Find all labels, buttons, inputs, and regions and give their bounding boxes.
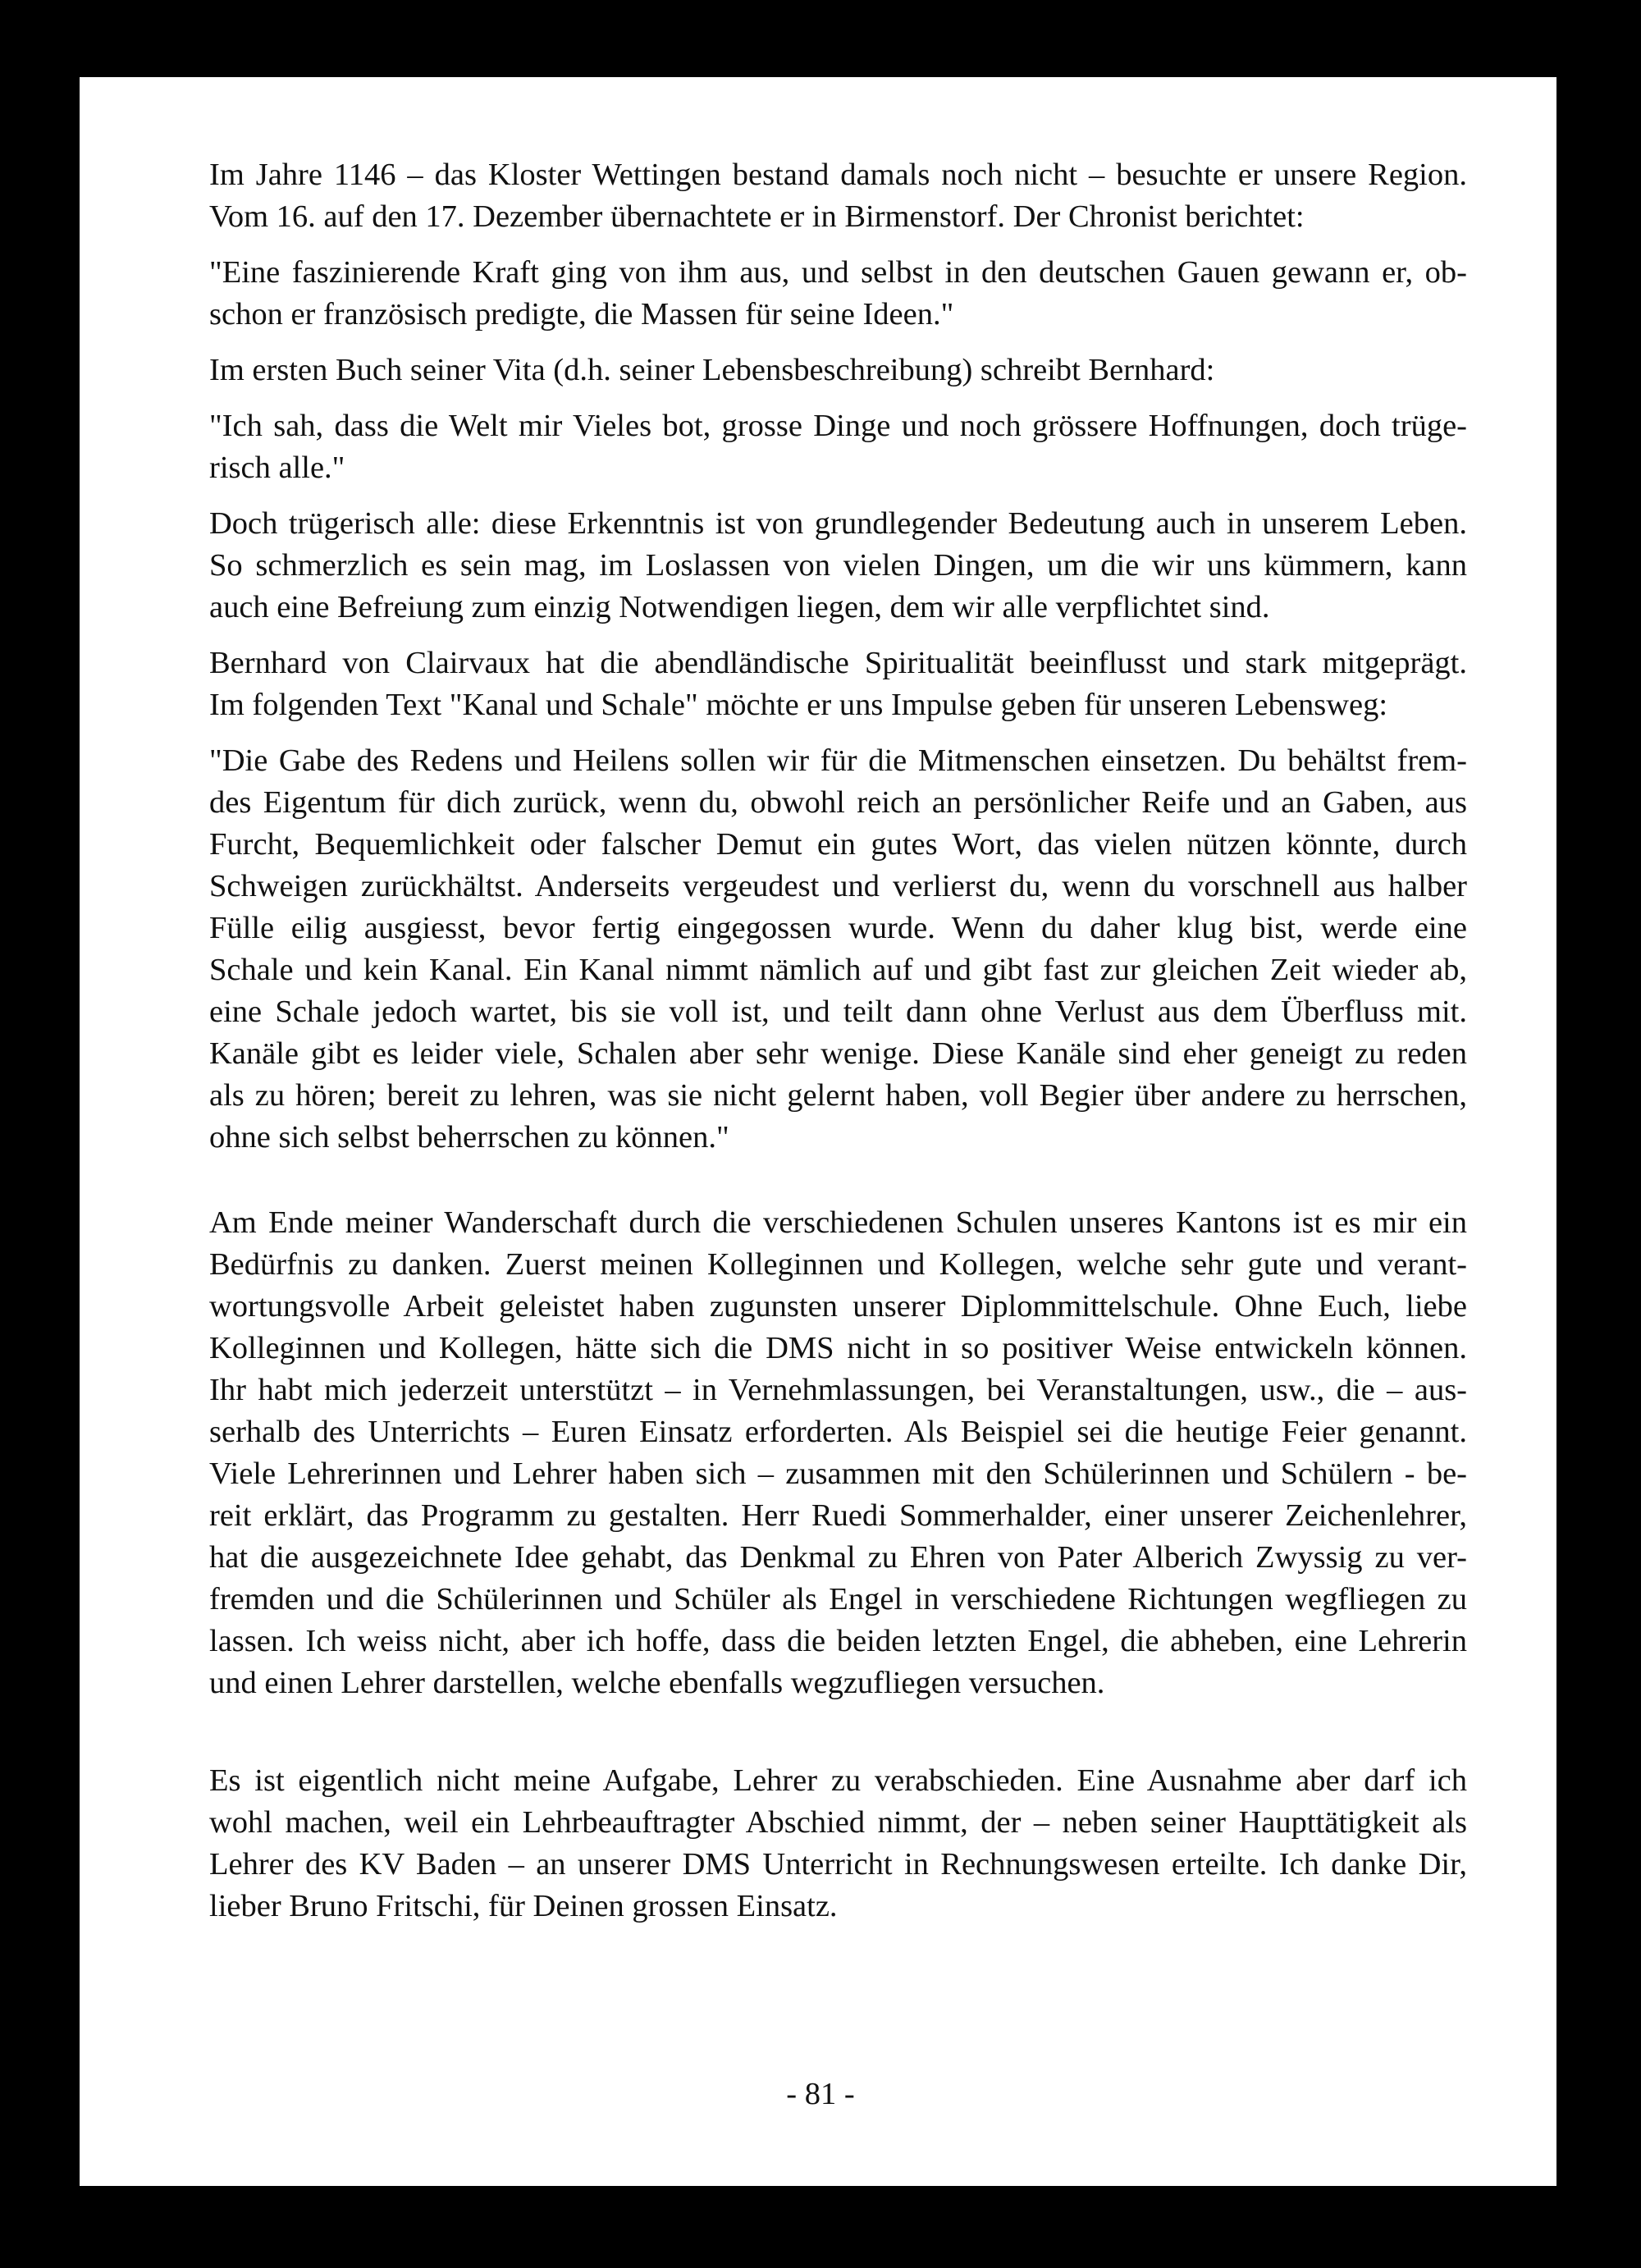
text-line: Furcht, Bequemlichkeit oder falscher Demut ein gutes Wort, das vielen nützen könnte, durch xyxy=(209,827,1467,862)
paragraph xyxy=(209,154,1467,238)
text-line: fremden und die Schülerinnen und Schüler als Engel in verschiedene Richtungen wegfliegen zu xyxy=(209,1582,1467,1616)
quote-paragraph xyxy=(209,405,1467,489)
text-line: Fülle eilig ausgiesst, bevor fertig eingegossen wurde. Wenn du daher klug bist, werde eine xyxy=(209,911,1467,945)
text-line: Im ersten Buch seiner Vita (d.h. seiner Lebensbeschreibung) schreibt Bernhard: xyxy=(209,353,1215,387)
text-line: Doch trügerisch alle: diese Erkenntnis ist von grundlegender Bedeutung auch in unserem Leben. xyxy=(209,506,1467,541)
text-line: Schweigen zurückhältst. Anderseits vergeudest und verlierst du, wenn du vorschnell aus halber xyxy=(209,869,1467,903)
text-line: "Die Gabe des Redens und Heilens sollen wir für die Mitmenschen einsetzen. Du behältst frem- xyxy=(209,743,1467,778)
text-line: lieber Bruno Fritschi, für Deinen grossen Einsatz. xyxy=(209,1889,838,1923)
text-line: schon er französisch predigte, die Massen für seine Ideen." xyxy=(209,297,954,332)
page-number: - 81 - xyxy=(786,2077,855,2111)
text-line: Am Ende meiner Wanderschaft durch die verschiedenen Schulen unseres Kantons ist es mir ein xyxy=(209,1205,1467,1240)
text-line: des Eigentum für dich zurück, wenn du, obwohl reich an persönlicher Reife und an Gaben, aus xyxy=(209,785,1467,820)
text-line: lassen. Ich weiss nicht, aber ich hoffe, dass die beiden letzten Engel, die abheben, eine Lehrerin xyxy=(209,1624,1467,1658)
quote-paragraph xyxy=(209,252,1467,336)
text-line: wortungsvolle Arbeit geleistet haben zugunsten unserer Diplommittelschule. Ohne Euch, liebe xyxy=(209,1289,1467,1324)
paragraph xyxy=(209,1202,1467,1704)
text-line: Ihr habt mich jederzeit unterstützt – in Vernehmlassungen, bei Veranstaltungen, usw., die – aus- xyxy=(209,1373,1467,1407)
text-line: Im Jahre 1146 – das Kloster Wettingen bestand damals noch nicht – besuchte er unsere Region. xyxy=(209,158,1467,192)
text-line: als zu hören; bereit zu lehren, was sie nicht gelernt haben, voll Begier über andere zu herrschen, xyxy=(209,1078,1467,1113)
text-line: hat die ausgezeichnete Idee gehabt, das Denkmal zu Ehren von Pater Alberich Zwyssig zu ver- xyxy=(209,1540,1467,1575)
text-line: Lehrer des KV Baden – an unserer DMS Unterricht in Rechnungswesen erteilte. Ich danke Dir, xyxy=(209,1847,1467,1882)
text-line: ohne sich selbst beherrschen zu können." xyxy=(209,1120,729,1155)
text-line: Es ist eigentlich nicht meine Aufgabe, Lehrer zu verabschieden. Eine Ausnahme aber darf ich xyxy=(209,1763,1467,1798)
text-line: reit erklärt, das Programm zu gestalten. Herr Ruedi Sommerhalder, einer unserer Zeichenlehrer, xyxy=(209,1498,1467,1533)
text-line: Bernhard von Clairvaux hat die abendländische Spiritualität beeinflusst und stark mitgeprägt. xyxy=(209,646,1467,680)
body-text xyxy=(209,154,1467,1941)
text-line: eine Schale jedoch wartet, bis sie voll ist, und teilt dann ohne Verlust aus dem Überfluss mit. xyxy=(209,995,1467,1029)
text-line: Im folgenden Text "Kanal und Schale" möchte er uns Impulse geben für unseren Lebensweg: xyxy=(209,688,1388,722)
paragraph xyxy=(209,642,1467,726)
quote-paragraph xyxy=(209,740,1467,1159)
text-line: Bedürfnis zu danken. Zuerst meinen Kolleginnen und Kollegen, welche sehr gute und verant- xyxy=(209,1247,1467,1282)
text-line: serhalb des Unterrichts – Euren Einsatz erforderten. Als Beispiel sei die heutige Feier genannt. xyxy=(209,1415,1467,1449)
text-line: "Eine faszinierende Kraft ging von ihm aus, und selbst in den deutschen Gauen gewann er, ob- xyxy=(209,255,1467,290)
paragraph xyxy=(209,1760,1467,1927)
text-line: Kanäle gibt es leider viele, Schalen aber sehr wenige. Diese Kanäle sind eher geneigt zu reden xyxy=(209,1036,1467,1071)
text-line: Schale und kein Kanal. Ein Kanal nimmt nämlich auf und gibt fast zur gleichen Zeit wieder ab, xyxy=(209,953,1467,987)
text-line: risch alle." xyxy=(209,450,345,485)
paragraph xyxy=(209,350,1467,391)
text-line: "Ich sah, dass die Welt mir Vieles bot, grosse Dinge und noch grössere Hoffnungen, doch trüge- xyxy=(209,409,1467,443)
text-line: wohl machen, weil ein Lehrbeauftragter Abschied nimmt, der – neben seiner Haupttätigkeit als xyxy=(209,1805,1467,1840)
text-line: Kolleginnen und Kollegen, hätte sich die DMS nicht in so positiver Weise entwickeln können. xyxy=(209,1331,1467,1365)
text-line: auch eine Befreiung zum einzig Notwendigen liegen, dem wir alle verpflichtet sind. xyxy=(209,590,1270,624)
text-line: Viele Lehrerinnen und Lehrer haben sich – zusammen mit den Schülerinnen und Schülern - be- xyxy=(209,1456,1467,1491)
text-line: So schmerzlich es sein mag, im Loslassen von vielen Dingen, um die wir uns kümmern, kann xyxy=(209,548,1467,583)
text-line: und einen Lehrer darstellen, welche ebenfalls wegzufliegen versuchen. xyxy=(209,1666,1105,1700)
text-line: Vom 16. auf den 17. Dezember übernachtete er in Birmenstorf. Der Chronist berichtet: xyxy=(209,199,1305,234)
paragraph xyxy=(209,503,1467,629)
